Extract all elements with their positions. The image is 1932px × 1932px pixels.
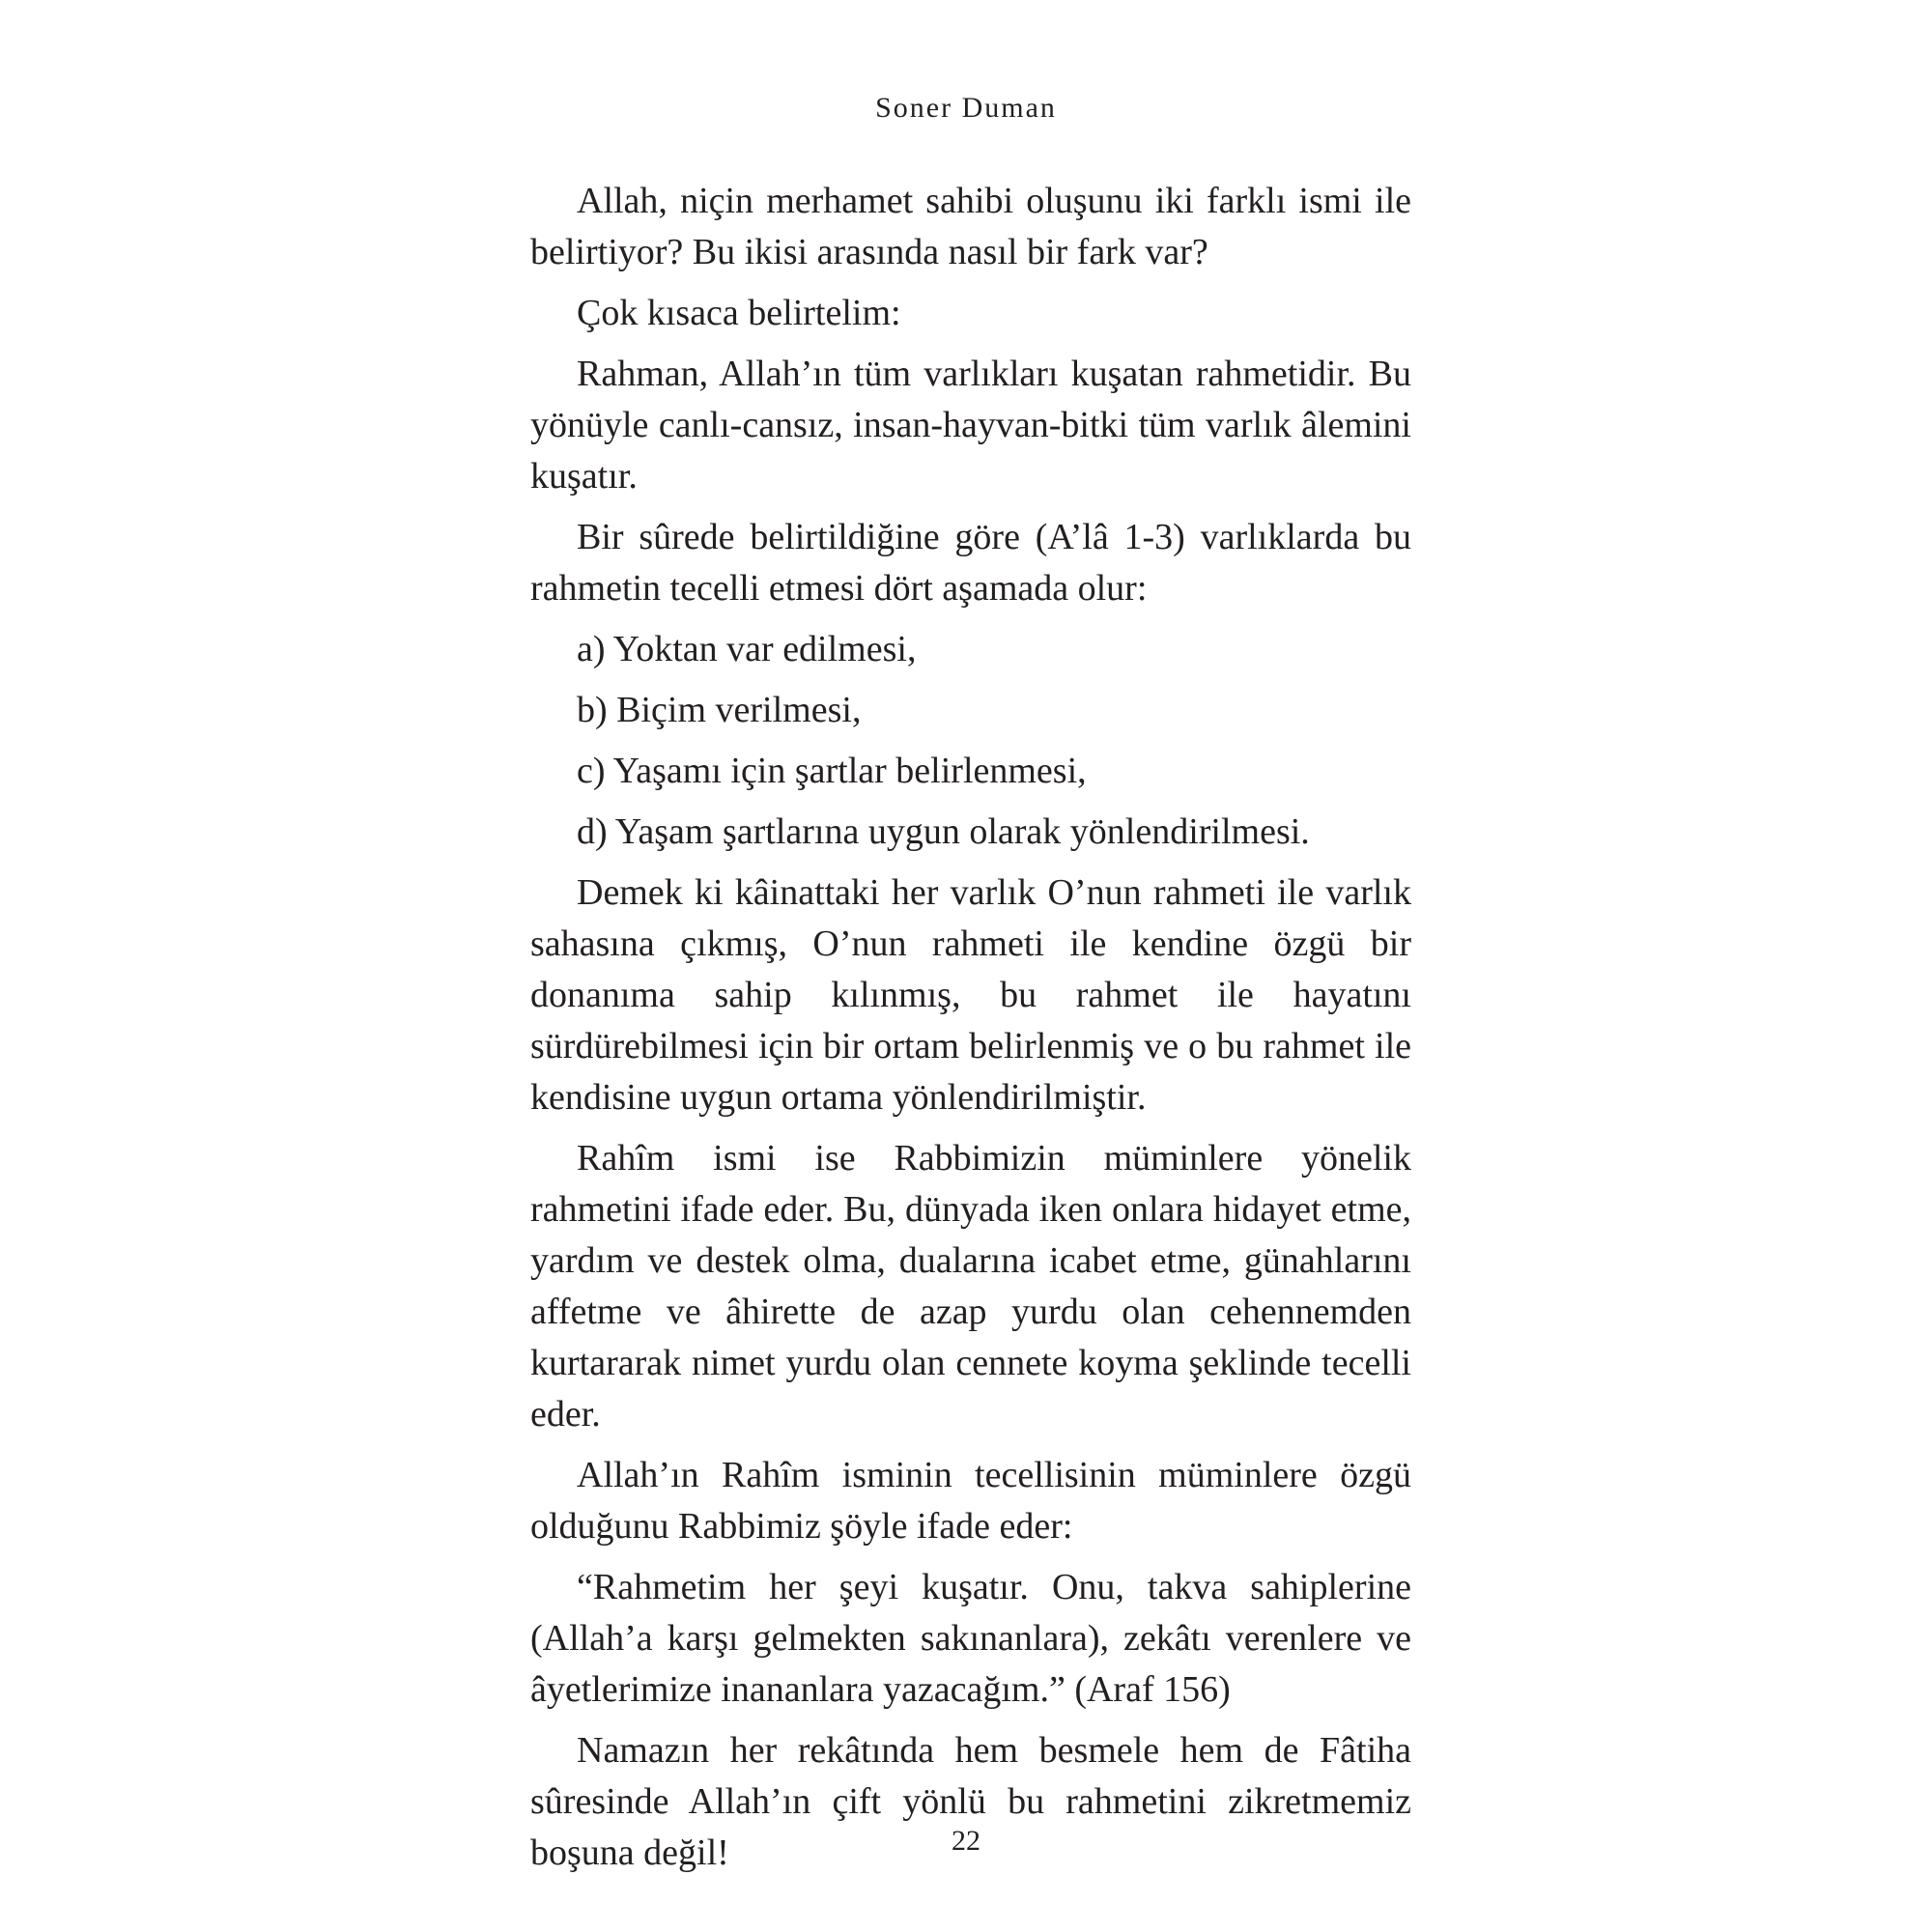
paragraph: Bir sûrede belirtildiğine göre (A’lâ 1-3) varlıklarda bu rahmetin tecelli etmesi dört aşamada olur: <box>530 517 1411 609</box>
list-item: a) Yoktan var edilmesi, <box>577 629 917 669</box>
paragraph: Çok kısaca belirtelim: <box>577 293 901 333</box>
running-header: Soner Duman <box>875 92 1057 124</box>
paragraph: Rahman, Allah’ın tüm varlıkları kuşatan rahmetidir. Bu yönüyle canlı-cansız, insan-hayvan-bitki tüm varlık âlemini kuşatır. <box>530 354 1411 497</box>
page-number: 22 <box>952 1825 980 1857</box>
list-item: c) Yaşamı için şartlar belirlenmesi, <box>577 751 1087 791</box>
paragraph: Demek ki kâinattaki her varlık O’nun rahmeti ile varlık sahasına çıkmış, O’nun rahmeti ile kendine özgü bir donanıma sahip kılınmış, bu rahmet ile hayatını sürdürebilmesi için bir ortam belirlenmiş ve o bu rahmet ile kendisine uygun ortama yönlendirilmiştir. <box>530 872 1411 1118</box>
paragraph: Allah, niçin merhamet sahibi oluşunu iki farklı ismi ile belirtiyor? Bu ikisi arasında nasıl bir fark var? <box>530 181 1411 272</box>
body-text <box>530 176 1411 1889</box>
quotation: “Rahmetim her şeyi kuşatır. Onu, takva sahiplerine (Allah’a karşı gelmekten sakınanlara), zekâtı verenlere ve âyetlerimize inananlara yazacağım.” (Araf 156) <box>530 1567 1411 1710</box>
paragraph: Namazın her rekâtında hem besmele hem de Fâtiha sûresinde Allah’ın çift yönlü bu rahmetini zikretmemiz boşuna değil! <box>530 1730 1411 1873</box>
list-item: b) Biçim verilmesi, <box>577 690 862 730</box>
paragraph: Allah’ın Rahîm isminin tecellisinin müminlere özgü olduğunu Rabbimiz şöyle ifade eder: <box>530 1455 1411 1547</box>
paragraph: Rahîm ismi ise Rabbimizin müminlere yönelik rahmetini ifade eder. Bu, dünyada iken onlara hidayet etme, yardım ve destek olma, dualarına icabet etme, günahlarını affetme ve âhirette de azap yurdu olan cehennemden kurtararak nimet yurdu olan cennete koyma şeklinde tecelli eder. <box>530 1138 1411 1435</box>
list-item: d) Yaşam şartlarına uygun olarak yönlendirilmesi. <box>577 811 1310 852</box>
